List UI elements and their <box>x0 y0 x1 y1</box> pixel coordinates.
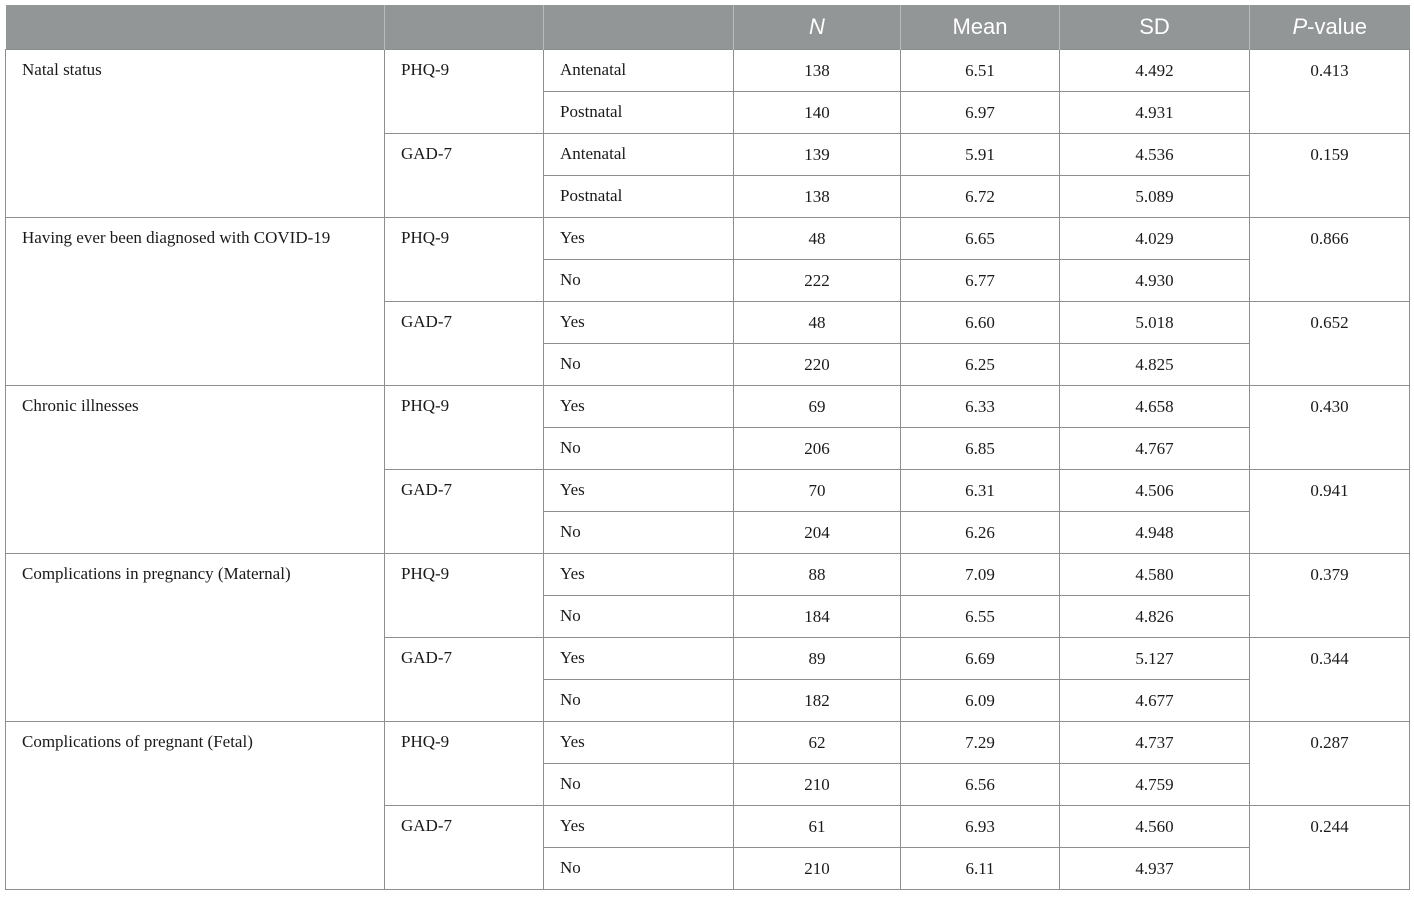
mean-cell <box>901 134 1060 176</box>
category-cell <box>544 260 734 302</box>
sd-cell-text: 4.767 <box>1135 439 1174 458</box>
variable-cell <box>6 386 385 554</box>
sd-cell <box>1060 596 1250 638</box>
category-cell <box>544 302 734 344</box>
scale-cell-text: PHQ-9 <box>401 564 450 583</box>
variable-cell <box>6 218 385 386</box>
mean-cell <box>901 176 1060 218</box>
category-cell-text: Yes <box>560 312 585 331</box>
n-cell <box>734 176 901 218</box>
category-cell-text: Antenatal <box>560 60 627 79</box>
scale-cell <box>385 218 544 302</box>
category-cell <box>544 470 734 512</box>
sd-cell-text: 5.089 <box>1135 187 1174 206</box>
n-cell-text: 48 <box>808 229 826 248</box>
mean-cell-text: 6.55 <box>965 607 995 626</box>
mean-cell-text: 6.25 <box>965 355 995 374</box>
sd-cell <box>1060 50 1250 92</box>
sd-cell <box>1060 302 1250 344</box>
n-cell <box>734 260 901 302</box>
category-cell <box>544 638 734 680</box>
category-cell-text: Yes <box>560 732 585 751</box>
scale-cell <box>385 722 544 806</box>
mean-cell <box>901 512 1060 554</box>
mean-cell <box>901 638 1060 680</box>
category-cell-text: No <box>560 438 581 457</box>
category-cell <box>544 428 734 470</box>
n-cell <box>734 722 901 764</box>
sd-cell-text: 5.018 <box>1135 313 1174 332</box>
p-value-cell <box>1250 470 1410 554</box>
sd-cell <box>1060 428 1250 470</box>
header-p-value <box>1250 5 1410 50</box>
scale-cell <box>385 386 544 470</box>
n-cell <box>734 302 901 344</box>
mean-cell-text: 6.11 <box>965 859 995 878</box>
mean-cell <box>901 302 1060 344</box>
scale-cell <box>385 554 544 638</box>
scale-cell-text: PHQ-9 <box>401 396 450 415</box>
category-cell-text: No <box>560 354 581 373</box>
p-value-cell <box>1250 218 1410 302</box>
mean-cell-text: 6.60 <box>965 313 995 332</box>
header-sd: SD <box>1060 5 1250 50</box>
scale-cell-text: GAD-7 <box>401 144 452 163</box>
n-cell-text: 220 <box>804 355 830 374</box>
n-cell-text: 70 <box>808 481 826 500</box>
category-cell <box>544 554 734 596</box>
table-header <box>6 5 1410 50</box>
sd-cell <box>1060 344 1250 386</box>
mean-cell <box>901 680 1060 722</box>
category-cell-text: No <box>560 774 581 793</box>
category-cell <box>544 218 734 260</box>
mean-cell <box>901 470 1060 512</box>
table-row <box>6 50 1410 92</box>
mean-cell <box>901 596 1060 638</box>
header-row <box>6 5 1410 50</box>
p-value-cell-text: 0.244 <box>1310 817 1349 836</box>
n-cell <box>734 344 901 386</box>
category-cell-text: Postnatal <box>560 102 623 121</box>
mean-cell <box>901 806 1060 848</box>
sd-cell-text: 4.580 <box>1135 565 1174 584</box>
sd-cell-text: 4.931 <box>1135 103 1174 122</box>
sd-cell <box>1060 218 1250 260</box>
n-cell-text: 204 <box>804 523 830 542</box>
category-cell <box>544 344 734 386</box>
header-variable <box>6 5 385 50</box>
sd-cell-text: 4.536 <box>1135 145 1174 164</box>
sd-cell-text: 4.737 <box>1135 733 1174 752</box>
category-cell <box>544 806 734 848</box>
scale-cell-text: PHQ-9 <box>401 60 450 79</box>
sd-cell <box>1060 134 1250 176</box>
n-cell-text: 139 <box>804 145 830 164</box>
n-cell-text: 48 <box>808 313 826 332</box>
variable-cell-text: Having ever been diagnosed with COVID-19 <box>22 228 331 247</box>
sd-cell-text: 4.759 <box>1135 775 1174 794</box>
sd-cell-text: 4.930 <box>1135 271 1174 290</box>
p-value-cell <box>1250 386 1410 470</box>
p-value-cell <box>1250 722 1410 806</box>
n-cell-text: 138 <box>804 187 830 206</box>
sd-cell-text: 4.677 <box>1135 691 1174 710</box>
scale-cell-text: PHQ-9 <box>401 732 450 751</box>
table-row <box>6 722 1410 764</box>
scale-cell <box>385 638 544 722</box>
mean-cell-text: 6.93 <box>965 817 995 836</box>
n-cell-text: 222 <box>804 271 830 290</box>
p-value-cell-text: 0.941 <box>1310 481 1349 500</box>
results-table <box>5 5 1410 890</box>
table-row <box>6 386 1410 428</box>
mean-cell-text: 6.09 <box>965 691 995 710</box>
n-cell <box>734 554 901 596</box>
sd-cell <box>1060 638 1250 680</box>
mean-cell-text: 7.29 <box>965 733 995 752</box>
sd-cell-text: 4.937 <box>1135 859 1174 878</box>
n-cell-text: 138 <box>804 61 830 80</box>
sd-cell-text: 5.127 <box>1135 649 1174 668</box>
mean-cell-text: 6.77 <box>965 271 995 290</box>
mean-cell <box>901 554 1060 596</box>
mean-cell-text: 6.33 <box>965 397 995 416</box>
n-cell <box>734 50 901 92</box>
category-cell-text: Antenatal <box>560 144 627 163</box>
mean-cell-text: 6.85 <box>965 439 995 458</box>
sd-cell-text: 4.825 <box>1135 355 1174 374</box>
category-cell-text: No <box>560 522 581 541</box>
n-cell <box>734 806 901 848</box>
p-value-cell <box>1250 554 1410 638</box>
header-scale <box>385 5 544 50</box>
sd-cell-text: 4.658 <box>1135 397 1174 416</box>
n-cell <box>734 596 901 638</box>
mean-cell <box>901 50 1060 92</box>
mean-cell-text: 5.91 <box>965 145 995 164</box>
n-cell <box>734 386 901 428</box>
n-cell <box>734 764 901 806</box>
sd-cell <box>1060 386 1250 428</box>
n-cell-text: 210 <box>804 859 830 878</box>
variable-cell-text: Complications of pregnant (Fetal) <box>22 732 253 751</box>
category-cell <box>544 92 734 134</box>
category-cell <box>544 512 734 554</box>
n-cell-text: 140 <box>804 103 830 122</box>
mean-cell <box>901 260 1060 302</box>
sd-cell-text: 4.029 <box>1135 229 1174 248</box>
header-mean: Mean <box>901 5 1060 50</box>
mean-cell-text: 6.51 <box>965 61 995 80</box>
n-cell <box>734 848 901 890</box>
table-row <box>6 218 1410 260</box>
n-cell <box>734 92 901 134</box>
n-cell <box>734 680 901 722</box>
p-value-cell-text: 0.159 <box>1310 145 1349 164</box>
sd-cell <box>1060 722 1250 764</box>
mean-cell-text: 6.31 <box>965 481 995 500</box>
header-n: N <box>734 5 901 50</box>
n-cell-text: 184 <box>804 607 830 626</box>
sd-cell <box>1060 512 1250 554</box>
variable-cell <box>6 50 385 218</box>
p-value-cell-text: 0.430 <box>1310 397 1349 416</box>
category-cell <box>544 134 734 176</box>
category-cell-text: Yes <box>560 480 585 499</box>
n-cell-text: 182 <box>804 691 830 710</box>
n-cell <box>734 428 901 470</box>
sd-cell <box>1060 92 1250 134</box>
p-value-cell-text: 0.344 <box>1310 649 1349 668</box>
mean-cell <box>901 344 1060 386</box>
p-value-cell <box>1250 806 1410 890</box>
sd-cell <box>1060 554 1250 596</box>
mean-cell <box>901 722 1060 764</box>
variable-cell-text: Complications in pregnancy (Maternal) <box>22 564 291 583</box>
sd-cell-text: 4.506 <box>1135 481 1174 500</box>
category-cell-text: Yes <box>560 228 585 247</box>
mean-cell <box>901 386 1060 428</box>
category-cell <box>544 680 734 722</box>
scale-cell <box>385 470 544 554</box>
scale-cell <box>385 806 544 890</box>
sd-cell <box>1060 260 1250 302</box>
category-cell-text: No <box>560 270 581 289</box>
category-cell-text: Yes <box>560 396 585 415</box>
n-cell-text: 206 <box>804 439 830 458</box>
p-value-cell-text: 0.413 <box>1310 61 1349 80</box>
category-cell-text: No <box>560 690 581 709</box>
n-cell <box>734 470 901 512</box>
n-cell-text: 210 <box>804 775 830 794</box>
mean-cell <box>901 848 1060 890</box>
n-cell-text: 62 <box>808 733 826 752</box>
n-cell <box>734 512 901 554</box>
mean-cell-text: 6.69 <box>965 649 995 668</box>
scale-cell <box>385 302 544 386</box>
mean-cell <box>901 92 1060 134</box>
category-cell-text: Yes <box>560 648 585 667</box>
sd-cell-text: 4.492 <box>1135 61 1174 80</box>
p-value-cell <box>1250 50 1410 134</box>
mean-cell-text: 6.72 <box>965 187 995 206</box>
sd-cell <box>1060 806 1250 848</box>
n-cell-text: 88 <box>808 565 826 584</box>
header-p-italic: P <box>1292 14 1308 39</box>
p-value-cell-text: 0.379 <box>1310 565 1349 584</box>
scale-cell-text: PHQ-9 <box>401 228 450 247</box>
n-cell-text: 61 <box>808 817 826 836</box>
n-cell <box>734 134 901 176</box>
sd-cell-text: 4.560 <box>1135 817 1174 836</box>
variable-cell <box>6 722 385 890</box>
variable-cell-text: Chronic illnesses <box>22 396 139 415</box>
category-cell-text: Yes <box>560 564 585 583</box>
sd-cell <box>1060 680 1250 722</box>
mean-cell-text: 6.26 <box>965 523 995 542</box>
mean-cell <box>901 218 1060 260</box>
mean-cell <box>901 428 1060 470</box>
sd-cell <box>1060 470 1250 512</box>
category-cell <box>544 50 734 92</box>
variable-cell-text: Natal status <box>22 60 102 79</box>
p-value-cell <box>1250 638 1410 722</box>
scale-cell <box>385 134 544 218</box>
n-cell-text: 69 <box>808 397 826 416</box>
mean-cell-text: 7.09 <box>965 565 995 584</box>
sd-cell <box>1060 848 1250 890</box>
table-body <box>6 50 1410 890</box>
scale-cell-text: GAD-7 <box>401 312 452 331</box>
sd-cell-text: 4.948 <box>1135 523 1174 542</box>
header-category <box>544 5 734 50</box>
category-cell <box>544 764 734 806</box>
scale-cell-text: GAD-7 <box>401 648 452 667</box>
category-cell <box>544 596 734 638</box>
mean-cell-text: 6.97 <box>965 103 995 122</box>
scale-cell <box>385 50 544 134</box>
n-cell <box>734 638 901 680</box>
p-value-cell-text: 0.652 <box>1310 313 1349 332</box>
sd-cell-text: 4.826 <box>1135 607 1174 626</box>
category-cell-text: No <box>560 606 581 625</box>
category-cell-text: Yes <box>560 816 585 835</box>
variable-cell <box>6 554 385 722</box>
category-cell-text: No <box>560 858 581 877</box>
category-cell <box>544 722 734 764</box>
mean-cell-text: 6.56 <box>965 775 995 794</box>
p-value-cell-text: 0.287 <box>1310 733 1349 752</box>
sd-cell <box>1060 176 1250 218</box>
n-cell-text: 89 <box>808 649 826 668</box>
sd-cell <box>1060 764 1250 806</box>
scale-cell-text: GAD-7 <box>401 816 452 835</box>
p-value-cell-text: 0.866 <box>1310 229 1349 248</box>
scale-cell-text: GAD-7 <box>401 480 452 499</box>
p-value-cell <box>1250 134 1410 218</box>
mean-cell <box>901 764 1060 806</box>
table-row <box>6 554 1410 596</box>
mean-cell-text: 6.65 <box>965 229 995 248</box>
category-cell <box>544 386 734 428</box>
category-cell <box>544 848 734 890</box>
header-p-rest: -value <box>1307 14 1368 39</box>
p-value-cell <box>1250 302 1410 386</box>
category-cell-text: Postnatal <box>560 186 623 205</box>
category-cell <box>544 176 734 218</box>
n-cell <box>734 218 901 260</box>
